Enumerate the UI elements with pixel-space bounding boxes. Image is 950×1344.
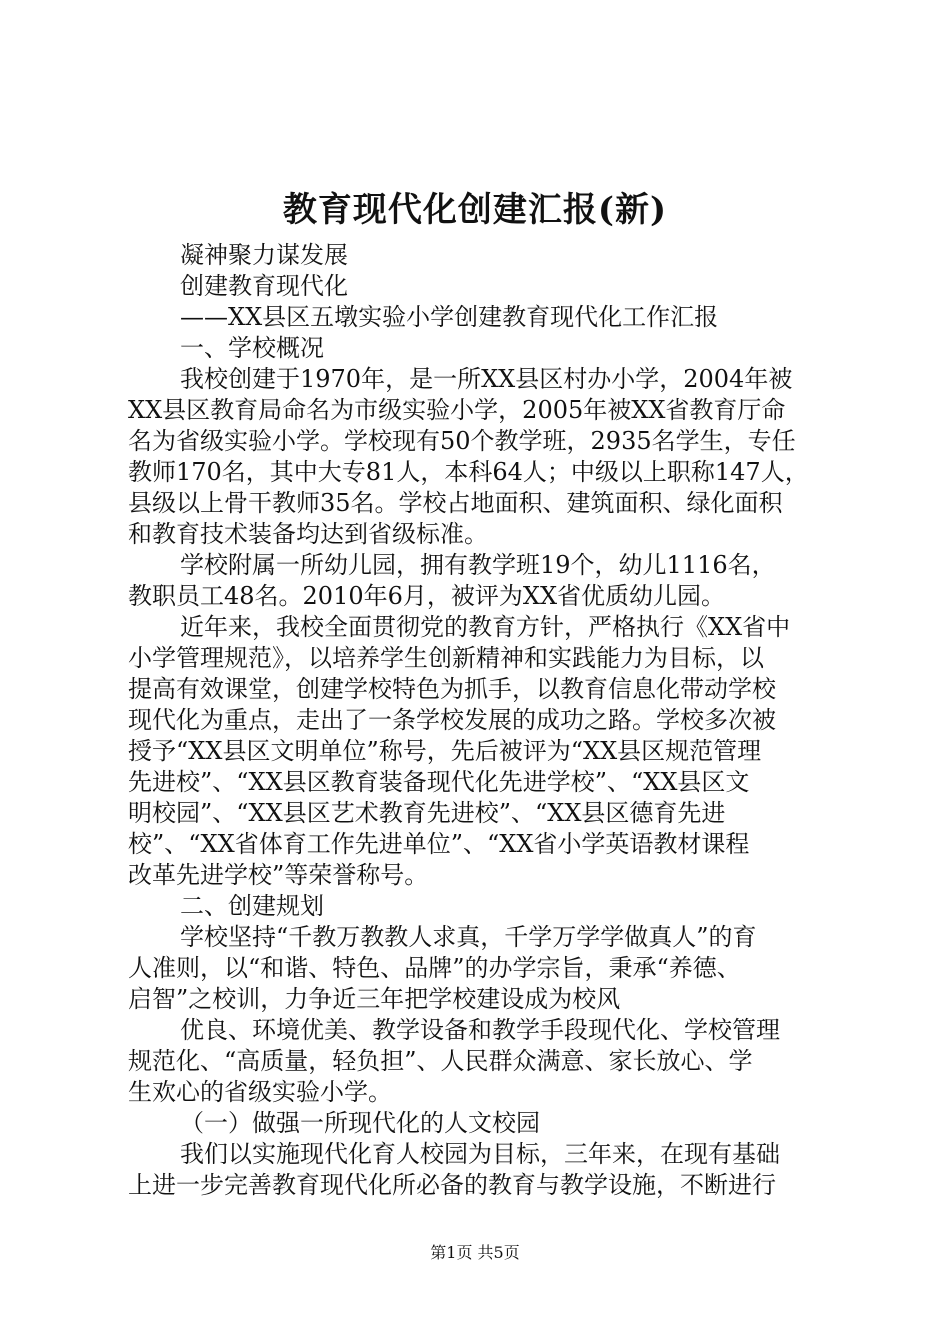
page-footer: 第1页 共5页: [430, 1243, 520, 1262]
body-line: 启智”之校训，力争近三年把学校建设成为校风: [128, 985, 621, 1013]
body-line: 近年来，我校全面贯彻党的教育方针，严格执行《XX省中: [180, 613, 791, 641]
body-line: （一）做强一所现代化的人文校园: [180, 1109, 540, 1137]
body-line: 授予“XX县区文明单位”称号，先后被评为“XX县区规范管理: [128, 737, 762, 765]
body-line: 规范化、“高质量，轻负担”、人民群众满意、家长放心、学: [128, 1047, 753, 1075]
document-title: 教育现代化创建汇报(新): [282, 190, 668, 230]
body-line: 我校创建于1970年，是一所XX县区村办小学，2004年被: [180, 365, 793, 393]
body-line: 学校坚持“千教万教教人求真，千学万学学做真人”的育: [180, 923, 757, 951]
body-line: 改革先进学校”等荣誉称号。: [128, 861, 429, 889]
body-line: 和教育技术装备均达到省级标准。: [128, 520, 488, 548]
body-line: 小学管理规范》，以培养学生创新精神和实践能力为目标，以: [128, 644, 764, 672]
body-line: 明校园”、“XX县区艺术教育先进校”、“XX县区德育先进: [128, 799, 726, 827]
body-line: XX县区教育局命名为市级实验小学，2005年被XX省教育厅命: [128, 396, 786, 424]
body-line: 人准则，以“和谐、特色、品牌”的办学宗旨，秉承“养德、: [128, 954, 741, 982]
body-line: 教职员工48名。2010年6月，被评为XX省优质幼儿园。: [128, 582, 726, 610]
body-line: 提高有效课堂，创建学校特色为抓手，以教育信息化带动学校: [128, 675, 776, 703]
body-line: 一、学校概况: [180, 334, 324, 362]
body-line: 先进校”、“XX县区教育装备现代化先进学校”、“XX县区文: [128, 768, 750, 796]
body-line: 现代化为重点，走出了一条学校发展的成功之路。学校多次被: [128, 706, 776, 734]
body-line: 我们以实施现代化育人校园为目标，三年来，在现有基础: [180, 1140, 780, 1168]
document-body: [128, 240, 838, 1201]
body-line: 校”、“XX省体育工作先进单位”、“XX省小学英语教材课程: [128, 830, 750, 858]
body-line: 上进一步完善教育现代化所必备的教育与教学设施，不断进行: [128, 1171, 776, 1199]
body-line: 学校附属一所幼儿园，拥有教学班19个，幼儿1116名，: [180, 551, 776, 579]
body-line: ——XX县区五墩实验小学创建教育现代化工作汇报: [180, 303, 719, 331]
body-line: 二、创建规划: [180, 892, 324, 920]
body-line: 教师170名，其中大专81人，本科64人；中级以上职称147人，: [128, 458, 809, 486]
body-line: 生欢心的省级实验小学。: [128, 1078, 392, 1106]
body-line: 创建教育现代化: [180, 272, 348, 300]
body-line: 凝神聚力谋发展: [180, 241, 348, 269]
body-line: 名为省级实验小学。学校现有50个教学班，2935名学生，专任: [128, 427, 796, 455]
body-line: 县级以上骨干教师35名。学校占地面积、建筑面积、绿化面积: [128, 489, 783, 517]
body-line: 优良、环境优美、教学设备和教学手段现代化、学校管理: [180, 1016, 780, 1044]
